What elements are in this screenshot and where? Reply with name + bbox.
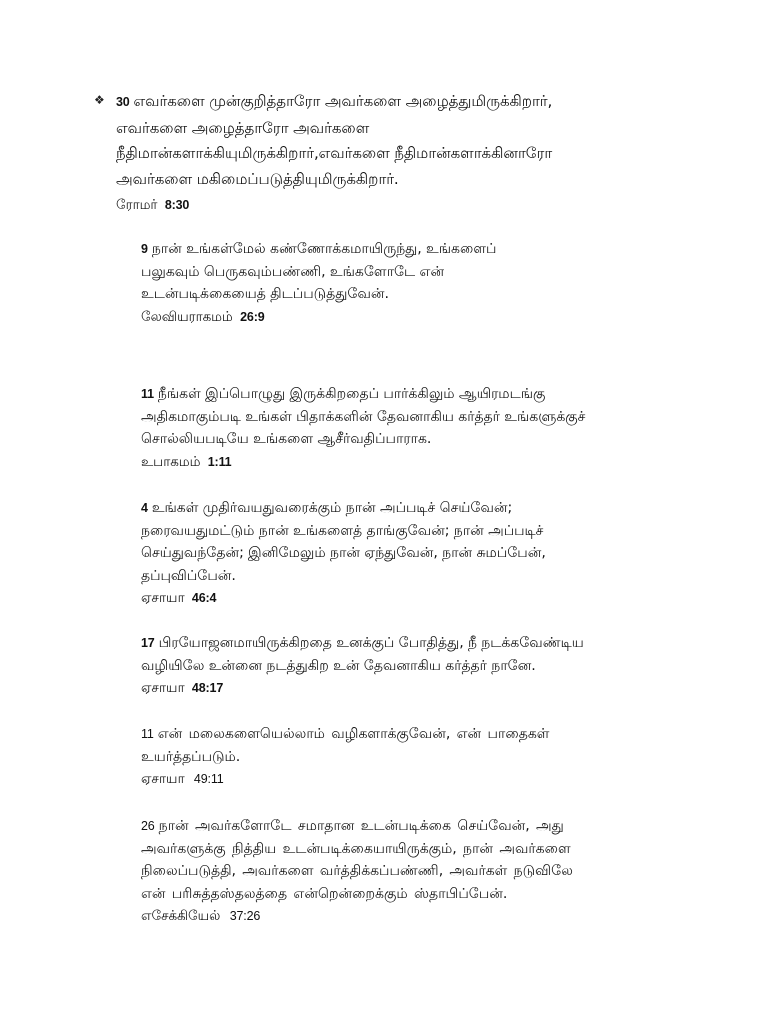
verse-line: உயர்த்தப்படும். (141, 748, 241, 765)
verse-reference: உபாகமம் 1:11 (141, 453, 232, 470)
verse-line: 11 நீங்கள் இப்பொழுது இருக்கிறதைப் பார்க்கிலும் ஆயிரமடங்கு (141, 386, 546, 402)
verse-number: 11 (141, 387, 154, 401)
verse-number: 11 (141, 727, 154, 741)
verse-line: எவர்களை அழைத்தாரோ அவர்களை (116, 118, 370, 137)
verse-line: அவர்களுக்கு நித்திய உடன்படிக்கையாயிருக்கும், நான் அவர்களை (141, 840, 571, 857)
verse-line: நீதிமான்களாக்கியுமிருக்கிறார்,எவர்களை நீதிமான்களாக்கினாரோ (116, 144, 553, 163)
verse-reference: ஏசாயா 48:17 (141, 680, 224, 697)
verse-isaiah-48-17 (141, 632, 701, 700)
verse-ezekiel-37-26 (141, 815, 701, 928)
verse-line: உடன்படிக்கையைத் திடப்படுத்துவேன். (141, 286, 389, 303)
verse-line: நரைவயதுமட்டும் நான் உங்களைத் தாங்குவேன்; நான் அப்படிச் (141, 522, 544, 539)
verse-line: அதிகமாகும்படி உங்கள் பிதாக்களின் தேவனாகிய கர்த்தர் உங்களுக்குச் (141, 408, 586, 425)
verse-line: என் பரிசுத்தஸ்தலத்தை என்றென்றைக்கும் ஸ்தாபிப்பேன். (141, 885, 508, 902)
verse-line: 30 எவர்களை முன்குறித்தாரோ அவர்களை அழைத்துமிருக்கிறார், (116, 92, 553, 110)
verse-reference: ஏசாயா 46:4 (141, 590, 217, 607)
verse-number: 4 (141, 501, 148, 515)
verse-line: 9 நான் உங்கள்மேல் கண்ணோக்கமாயிருந்து, உங்களைப் (141, 241, 497, 257)
verse-reference: எசேக்கியேல் 37:26 (141, 908, 261, 925)
verse-line: செய்துவந்தேன்; இனிமேலும் நான் ஏந்துவேன், நான் சுமப்பேன், (141, 545, 546, 562)
verse-line: பலுகவும் பெருகவும்பண்ணி, உங்களோடே என் (141, 263, 445, 280)
verse-reference: ரோமர் 8:30 (116, 197, 190, 214)
verse-line: நிலைப்படுத்தி, அவர்களை வர்த்திக்கப்பண்ணி, அவர்கள் நடுவிலே (141, 863, 573, 880)
verse-romans-8-30 (116, 89, 716, 219)
verse-number: 30 (116, 95, 130, 109)
verse-line: 26 நான் அவர்களோடே சமாதான உடன்படிக்கை செய்வேன், அது (141, 818, 564, 834)
verse-isaiah-49-11 (141, 723, 701, 791)
verse-line: 4 உங்கள் முதிர்வயதுவரைக்கும் நான் அப்படிச் செய்வேன்; (141, 500, 513, 516)
verse-isaiah-46-4 (141, 497, 701, 610)
verse-line: 17 பிரயோஜனமாயிருக்கிறதை உனக்குப் போதித்து, நீ நடக்கவேண்டிய (141, 635, 584, 651)
verse-line: சொல்லியபடியே உங்களை ஆசீர்வதிப்பாராக. (141, 431, 432, 448)
verse-line: தப்புவிப்பேன். (141, 567, 236, 584)
diamond-bullet-icon: ❖ (94, 93, 105, 107)
verse-number: 17 (141, 636, 155, 650)
verse-reference: ஏசாயா 49:11 (141, 771, 224, 788)
verse-reference: லேவியராகமம் 26:9 (141, 308, 265, 325)
verse-leviticus-26-9 (141, 238, 701, 328)
verse-deuteronomy-1-11 (141, 383, 701, 473)
verse-number: 26 (141, 819, 155, 833)
verse-number: 9 (141, 242, 148, 256)
verse-line: அவர்களை மகிமைப்படுத்தியுமிருக்கிறார். (116, 169, 399, 188)
verse-line: 11 என் மலைகளையெல்லாம் வழிகளாக்குவேன், என் பாதைகள் (141, 726, 550, 742)
verse-line: வழியிலே உன்னை நடத்துகிற உன் தேவனாகிய கர்த்தர் நானே. (141, 657, 536, 674)
